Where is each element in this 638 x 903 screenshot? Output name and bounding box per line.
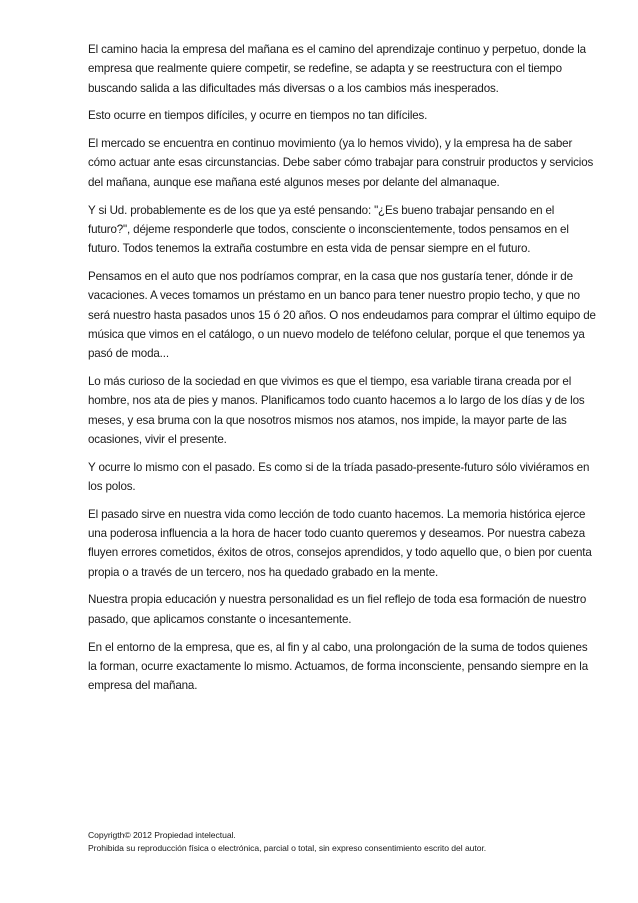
paragraph: Pensamos en el auto que nos podríamos comprar, en la casa que nos gustaría tener, dónde ir de vacaciones. A veces tomamos un préstamo en un banco para tener nuestro propio techo, y que no será nuestro hasta pasados unos 15 ó 20 años. O nos endeudamos para comprar el último equipo de música que vimos en el catálogo, o un nuevo modelo de teléfono celular, porque el que tenemos ya pasó de moda... [88, 269, 596, 361]
document-body [88, 40, 596, 704]
paragraph: Esto ocurre en tiempos difíciles, y ocurre en tiempos no tan difíciles. [88, 109, 428, 123]
paragraph: El camino hacia la empresa del mañana es el camino del aprendizaje continuo y perpetuo, donde la empresa que realmente quiere competir, se redefine, se adapta y se reestructura con el tiempo buscando salida a las dificultades más diversas o a los cambios más inesperados. [88, 43, 586, 95]
copyright-notice: Copyrigth© 2012 Propiedad intelectual. [88, 830, 236, 840]
reproduction-notice: Prohibida su reproducción física o electrónica, parcial o total, sin expreso consentimiento escrito del autor. [88, 843, 487, 853]
page-footer [88, 829, 608, 855]
paragraph: Y si Ud. probablemente es de los que ya esté pensando: "¿Es bueno trabajar pensando en el futuro?", déjeme responderle que todos, consciente o inconscientemente, todos pensamos en el futuro. Todos tenemos la extraña costumbre en esta vida de pensar siempre en el futuro. [88, 203, 569, 256]
paragraph: El mercado se encuentra en continuo movimiento (ya lo hemos vivido), y la empresa ha de saber cómo actuar ante esas circunstancias. Debe saber cómo trabajar para construir productos y servicios del mañana, aunque ese mañana esté algunos meses por delante del almanaque. [88, 137, 594, 189]
paragraph: Y ocurre lo mismo con el pasado. Es como si de la tríada pasado-presente-futuro sólo viviéramos en los polos. [88, 460, 590, 493]
paragraph: El pasado sirve en nuestra vida como lección de todo cuanto hacemos. La memoria histórica ejerce una poderosa influencia a la hora de hacer todo cuanto queremos y deseamos. Por nuestra cabeza fluyen errores cometidos, éxitos de otros, consejos aprendidos, y todo aquello que, o bien por cuenta propia o a través de un tercero, nos ha quedado grabado en la mente. [88, 507, 592, 579]
paragraph: Nuestra propia educación y nuestra personalidad es un fiel reflejo de toda esa formación de nuestro pasado, que aplicamos constante o incesantemente. [88, 593, 587, 626]
paragraph: Lo más curioso de la sociedad en que vivimos es que el tiempo, esa variable tirana creada por el hombre, nos ata de pies y manos. Planificamos todo cuanto hacemos a lo largo de los días y de los meses, y esa bruma con la que nosotros mismos nos atamos, nos impide, la mayor parte de las ocasiones, vivir el presente. [88, 374, 585, 446]
paragraph: En el entorno de la empresa, que es, al fin y al cabo, una prolongación de la suma de todos quienes la forman, ocurre exactamente lo mismo. Actuamos, de forma inconsciente, pensando siempre en la empresa del mañana. [88, 640, 588, 693]
